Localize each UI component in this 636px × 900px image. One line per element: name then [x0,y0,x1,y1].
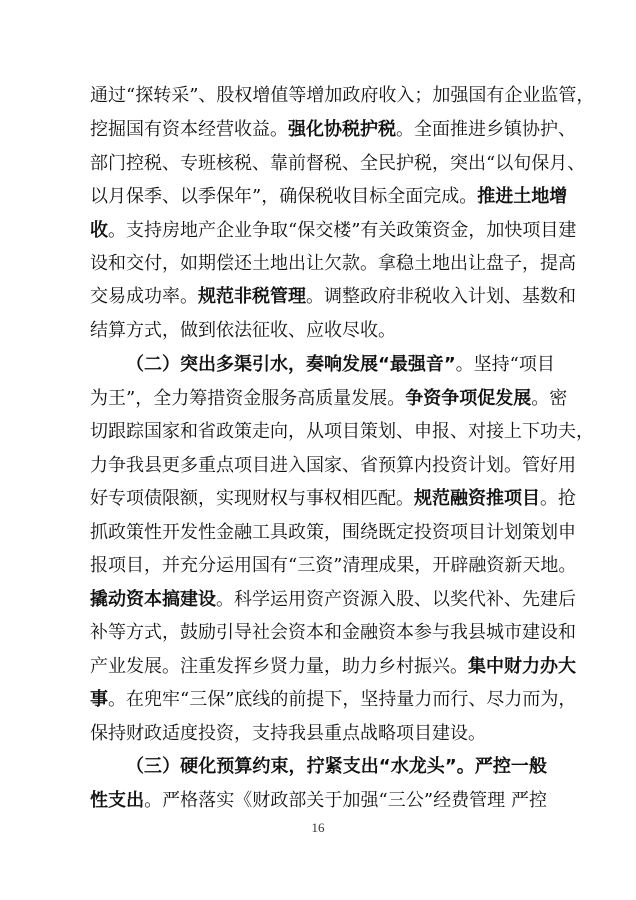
body-text-segment: 切跟踪国家和省政策走向，从项目策划、申报、对接上下功夫， [90,421,594,442]
text-line [90,585,576,615]
body-text-segment: 部门控税、专班核税、靠前督税、全民护税，突出“以旬保月、 [90,153,586,174]
body-text-segment: 通过“探转采”、股权增值等增加政府收入；加强国有企业监管， [90,85,595,106]
body-text-segment: 交易成功率。 [90,286,198,307]
bold-heading-text: 推进土地增 [477,186,568,207]
bold-heading-text: 收 [90,220,108,241]
bold-heading-text: 争资争项促发展 [405,388,532,409]
bold-heading-text: 性支出 [90,790,145,811]
text-line [90,518,576,548]
body-text-segment: 力争我县更多重点项目进入国家、省预算内投资计划。管好用 [90,455,576,476]
body-text-segment: 。密 [531,388,568,409]
text-line [90,786,547,816]
text-line [90,719,547,749]
text-line [90,115,576,145]
text-line [90,551,577,581]
body-text-segment: 以月保季、以季保年”，确保税收目标全面完成。 [90,186,478,207]
body-text-segment: 补等方式，鼓励引导社会资本和金融资本参与我县城市建设和 [90,622,576,643]
text-line [90,451,576,481]
text-line [90,249,576,279]
text-line [90,282,576,312]
body-text-segment: 。坚持“项目 [455,354,555,375]
page-number: 16 [311,820,325,835]
bold-heading-text: 规范非税管理 [198,286,306,307]
text-line [90,182,568,212]
text-line [126,350,555,380]
text-line [90,216,577,246]
text-line [90,149,586,179]
body-text-segment: 。科学运用资产资源入股、以奖代补、先建后 [216,589,576,610]
body-text-segment: 设和交付，如期偿还土地出让欠款。拿稳土地出让盘子，提高 [90,253,576,274]
bold-heading-text: 强化协税护税 [288,119,396,140]
body-text-segment: 。抢 [540,488,576,509]
text-line [90,81,595,111]
text-line [90,316,547,346]
text-line [90,618,576,648]
body-text-segment: 好专项债限额，实现财权与事权相匹配。 [90,488,414,509]
body-text-segment: 结算方式，做到依法征收、应收尽收。 [90,320,396,341]
body-text-segment: 产业发展。注重发挥乡贤力量，助力乡村振兴。 [90,656,468,677]
body-text-segment: 抓政策性开发性金融工具政策，围绕既定投资项目计划策划申 [90,522,576,543]
text-line [90,652,576,682]
bold-heading-text: 事 [90,689,108,710]
body-text-segment: 报项目，并充分运用国有“三资”清理成果，开辟融资新天地。 [90,555,577,576]
bold-heading-text: 规范融资推项目 [414,488,540,509]
text-line [90,417,594,447]
bold-heading-text: （三）硬化预算约束，拧紧支出“水龙头”。严控一般 [126,756,547,777]
text-line [90,484,576,514]
text-line [90,384,568,414]
bold-heading-text: 集中财力办大 [468,656,576,677]
text-line [90,685,577,715]
bold-heading-text: （二）突出多渠引水，奏响发展“最强音” [126,354,456,375]
body-text-segment: 。全面推进乡镇协护、 [396,119,576,140]
bold-heading-text: 撬动资本搞建设 [90,589,216,610]
body-text-segment: 为王”，全力筹措资金服务高质量发展。 [90,388,406,409]
text-line [126,752,547,782]
body-text-segment: 。调整政府非税收入计划、基数和 [306,286,576,307]
body-text-segment: 保持财政适度投资，支持我县重点战略项目建设。 [90,723,486,744]
body-text-segment: 挖掘国有资本经营收益。 [90,119,288,140]
body-text-segment: 。在兜牢“三保”底线的前提下，坚持量力而行、尽力而为， [108,689,577,710]
body-text-segment: 。严格落实《财政部关于加强“三公”经费管理 严控 [144,790,548,811]
body-text-segment: 。支持房地产企业争取“保交楼”有关政策资金，加快项目建 [108,220,577,241]
